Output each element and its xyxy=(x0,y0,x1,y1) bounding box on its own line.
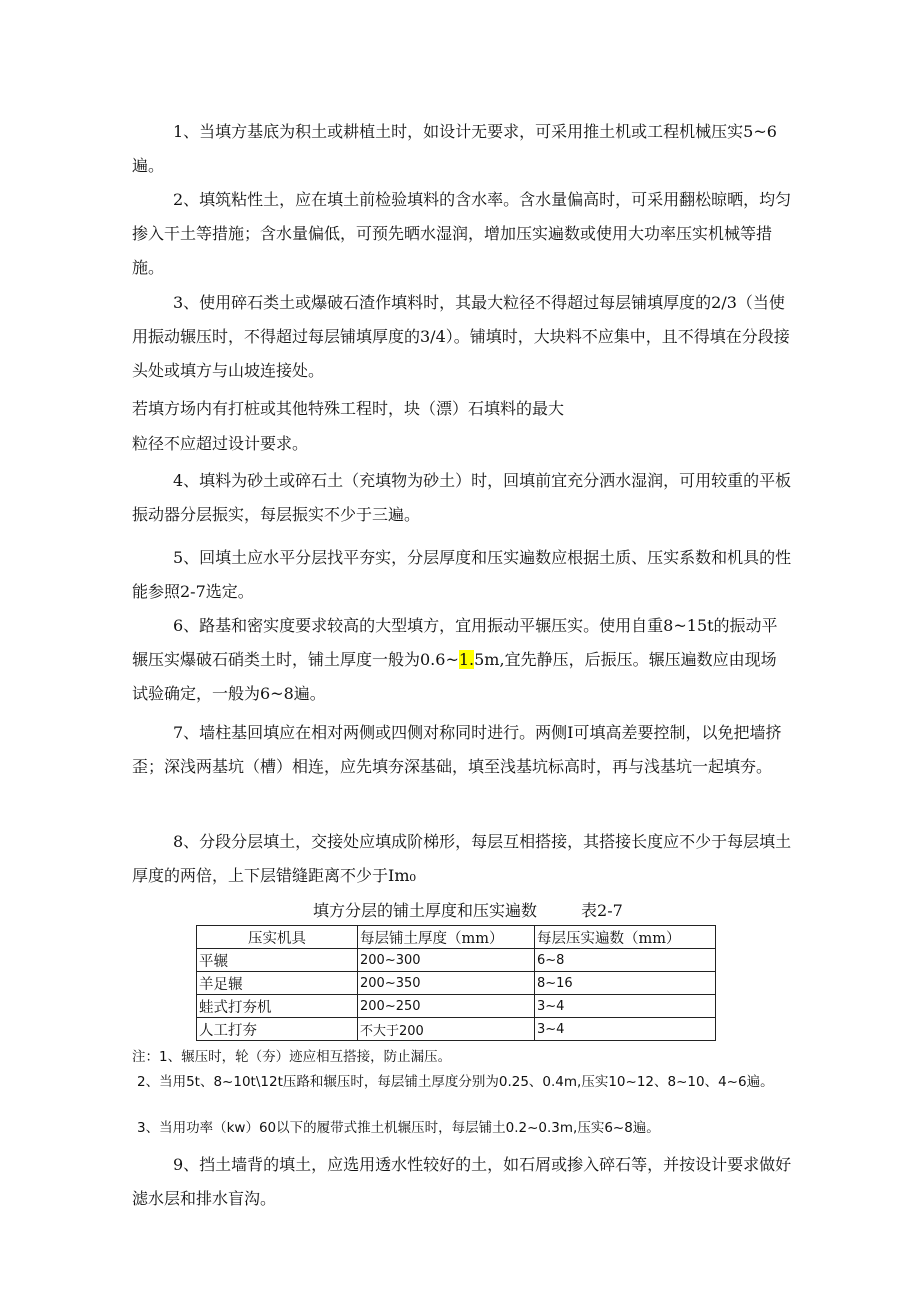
paragraph-3-extra-line-1: 若填方场内有打桩或其他特殊工程时，块（漂）石填料的最大 xyxy=(132,399,565,418)
paragraph-4: 4、填料为砂土或碎石土（充填物为砂土）时，回填前宜充分洒水湿润，可用较重的平板振动器分层振实，每层振实不少于三遍。 xyxy=(132,471,792,524)
highlighted-text: 1. xyxy=(458,650,475,669)
paragraph-7: 7、墙柱基回填应在相对两侧或四侧对称同时进行。两侧I可填高差要控制，以免把墙挤歪；深浅两基坑（槽）相连，应先填夯深基础，填至浅基坑标高时，再与浅基坑一起填夯。 xyxy=(132,723,782,776)
table-cell: 6~8 xyxy=(535,949,716,972)
paragraph-6 xyxy=(132,609,792,711)
table-row xyxy=(197,972,716,995)
paragraph-6-text-after: 5m,宜先静压，后振压。辗压遍数应由现场试验确定，一般为6~8遍。 xyxy=(132,650,777,703)
table-header-cell: 每层铺土厚度（mm） xyxy=(358,926,535,949)
table-cell: 平辗 xyxy=(197,949,358,972)
paragraph-3: 3、使用碎石类土或爆破石渣作填料时，其最大粒径不得超过每层铺填厚度的2/3（当使用振动辗压时，不得超过每层铺填厚度的3/4）。铺填时，大块料不应集中，且不得填在分段接头处或填方与山坡连接处。 xyxy=(132,293,790,380)
table-cell: 200~300 xyxy=(358,949,535,972)
paragraph-9: 9、挡土墙背的填土，应选用透水性较好的土，如石屑或掺入碎石等，并按设计要求做好滤水层和排水盲沟。 xyxy=(132,1155,792,1208)
note-2: 2、当用5t、8~10t\12t压路和辗压时，每层铺土厚度分别为0.25、0.4m,压实10~12、8~10、4~6遍。 xyxy=(137,1074,774,1090)
paragraph-5: 5、回填土应水平分层找平夯实，分层厚度和压实遍数应根据土质、压实系数和机具的性能参照2-7选定。 xyxy=(132,548,792,601)
table-cell: 羊足辗 xyxy=(197,972,358,995)
table-row xyxy=(197,949,716,972)
paragraph-8: 8、分段分层填土，交接处应填成阶梯形，每层互相搭接，其搭接长度应不少于每层填土厚度的两倍，上下层错缝距离不少于Im₀ xyxy=(132,832,792,885)
paragraph-3-extra-line-2: 粒径不应超过设计要求。 xyxy=(132,434,309,453)
table-cell: 不大于200 xyxy=(358,1018,535,1041)
table-cell: 3~4 xyxy=(535,995,716,1018)
table-cell: 3~4 xyxy=(535,1018,716,1041)
table-cell: 人工打夯 xyxy=(197,1018,358,1041)
note-3: 3、当用功率（kw）60以下的履带式推土机辗压时，每层铺土0.2~0.3m,压实6~8遍。 xyxy=(137,1120,660,1136)
table-row xyxy=(197,995,716,1018)
paragraph-2: 2、填筑粘性土，应在填土前检验填料的含水率。含水量偏高时，可采用翻松晾晒，均匀掺入干土等措施；含水量偏低，可预先晒水湿润，增加压实遍数或使用大功率压实机械等措施。 xyxy=(132,190,792,277)
table-header-cell: 每层压实遍数（mm） xyxy=(535,926,716,949)
paragraph-1: 1、当填方基底为积土或耕植土时，如设计无要求，可采用推土机或工程机械压实5~6遍。 xyxy=(132,122,777,175)
table-cell: 8~16 xyxy=(535,972,716,995)
table-cell: 200~250 xyxy=(358,995,535,1018)
table-header-cell: 压实机具 xyxy=(197,926,358,949)
table-cell: 蛙式打夯机 xyxy=(197,995,358,1018)
table-caption xyxy=(313,899,623,923)
table-row xyxy=(197,1018,716,1041)
paragraph-6-text-before: 6、路基和密实度要求较高的大型填方，宜用振动平辗压实。使用自重8~15t的振动平辗压实爆破石硝类土时，铺土厚度一般为0.6~ xyxy=(132,616,778,669)
table-title: 填方分层的铺土厚度和压实遍数 xyxy=(313,901,538,920)
note-1: 注：1、辗压时，轮（夯）迹应相互搭接，防止漏压。 xyxy=(132,1049,452,1065)
table-header-row xyxy=(197,926,716,949)
compaction-table xyxy=(196,925,716,1041)
table-label: 表2-7 xyxy=(581,901,623,920)
table-cell: 200~350 xyxy=(358,972,535,995)
